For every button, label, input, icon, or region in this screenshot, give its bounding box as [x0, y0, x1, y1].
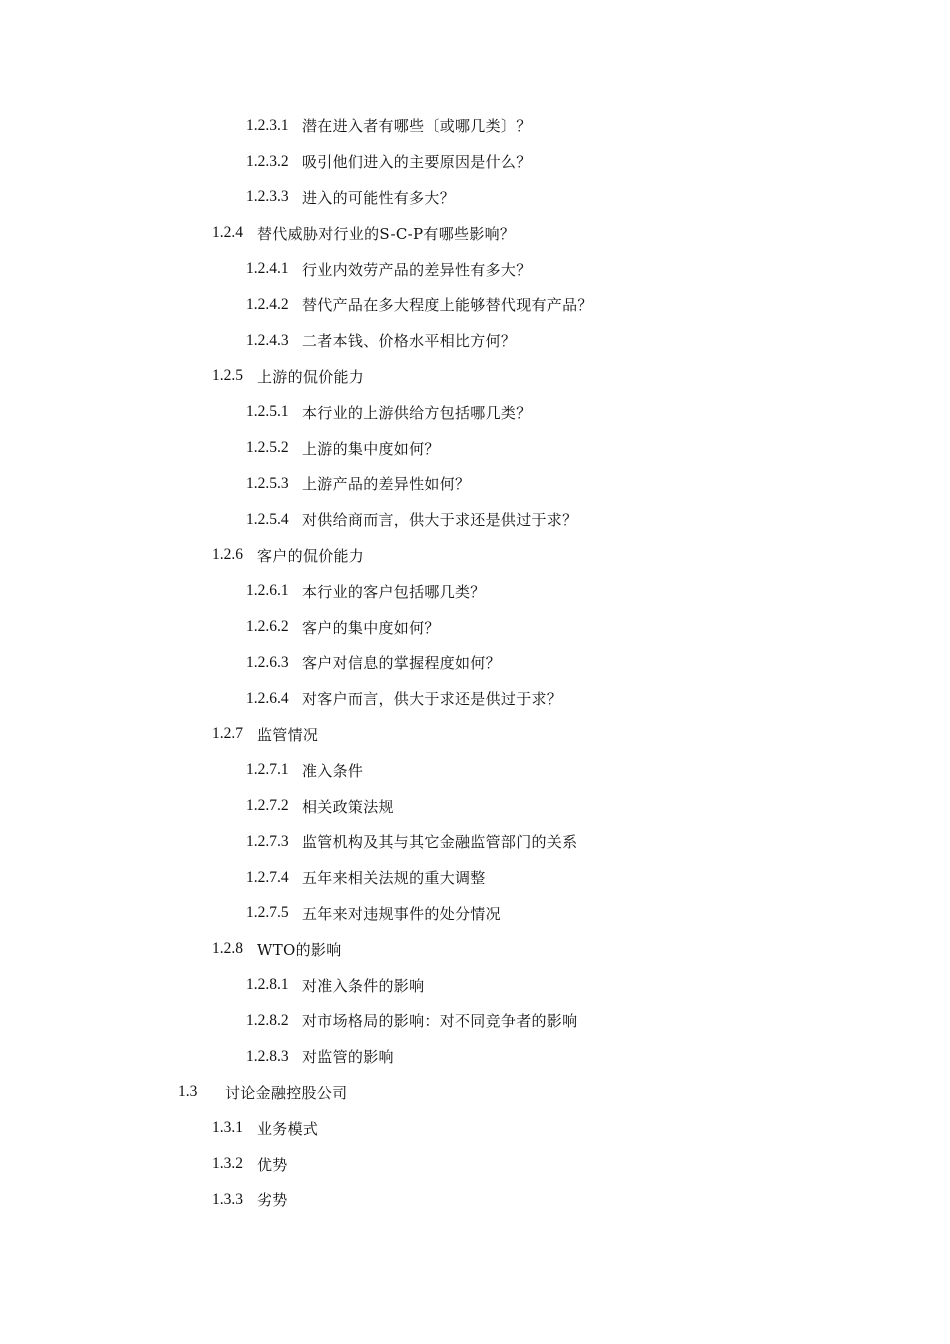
outline-item-number: 1.2.4.2: [246, 295, 289, 313]
outline-item-text: 相关政策法规: [302, 797, 394, 816]
outline-item-text: 吸引他们进入的主要原因是什么？: [302, 153, 532, 172]
outline-item-text: 上游的侃价能力: [257, 367, 365, 386]
outline-item: [0, 430, 950, 466]
outline-item-text: 对准入条件的影响: [302, 976, 425, 995]
outline-item: [0, 108, 950, 144]
outline-item-number: 1.2.4: [212, 224, 243, 242]
outline-item-text: 五年来对违规事件的处分情况: [302, 904, 501, 923]
outline-item-number: 1.2.6.3: [246, 653, 289, 671]
outline-item: [0, 752, 950, 788]
outline-item-text: 对市场格局的影响：对不同竞争者的影响: [302, 1012, 578, 1031]
outline-item-text: 监管机构及其与其它金融监管部门的关系: [302, 833, 578, 852]
outline-item-text: 优势: [257, 1155, 288, 1174]
outline-item-number: 1.2.5.3: [246, 474, 289, 492]
outline-item-text: 本行业的客户包括哪几类？: [302, 582, 486, 601]
outline-item: [0, 1075, 950, 1111]
outline-item-number: 1.2.7.5: [246, 904, 289, 922]
outline-item-text: 五年来相关法规的重大调整: [302, 869, 486, 888]
outline-item-number: 1.3.1: [212, 1119, 243, 1137]
outline-item: [0, 251, 950, 287]
outline-item-text: 监管情况: [257, 725, 319, 744]
outline-item-number: 1.2.3.1: [246, 116, 289, 134]
outline-item-number: 1.2.3.3: [246, 188, 289, 206]
outline-item: [0, 1003, 950, 1039]
outline-item-text: 准入条件: [302, 761, 364, 780]
outline-item-number: 1.2.7.2: [246, 797, 289, 815]
outline-item-number: 1.3.3: [212, 1190, 243, 1208]
outline-item-text: 业务模式: [257, 1119, 319, 1138]
outline-item-number: 1.2.5.1: [246, 403, 289, 421]
outline-item-number: 1.2.6.1: [246, 582, 289, 600]
outline-item-text: 对供给商而言，供大于求还是供过于求？: [302, 511, 578, 530]
outline-item-number: 1.2.4.1: [246, 260, 289, 278]
outline-item: [0, 1039, 950, 1075]
outline-item-number: 1.2.5.2: [246, 439, 289, 457]
outline-item: [0, 287, 950, 323]
outline-item: [0, 502, 950, 538]
outline-item-text: 讨论金融控股公司: [225, 1083, 348, 1102]
outline-item: [0, 1146, 950, 1182]
outline-item: [0, 896, 950, 932]
outline-item: [0, 144, 950, 180]
outline-item: [0, 1182, 950, 1218]
outline-item: [0, 466, 950, 502]
outline-item: [0, 717, 950, 753]
outline-item-number: 1.2.8.3: [246, 1047, 289, 1065]
outline-item: [0, 359, 950, 395]
outline-list: [0, 108, 950, 1218]
outline-item: [0, 573, 950, 609]
outline-item: [0, 645, 950, 681]
outline-item: [0, 323, 950, 359]
outline-item: [0, 681, 950, 717]
outline-item-number: 1.2.6: [212, 546, 243, 564]
outline-item: [0, 967, 950, 1003]
outline-item-text: 客户对信息的掌握程度如何？: [302, 654, 501, 673]
outline-item-text: 对监管的影响: [302, 1048, 394, 1067]
outline-item-number: 1.2.7.4: [246, 868, 289, 886]
outline-item-number: 1.2.7.3: [246, 832, 289, 850]
outline-item-number: 1.3: [178, 1083, 198, 1101]
outline-item: [0, 215, 950, 251]
outline-item: [0, 1110, 950, 1146]
outline-item-number: 1.2.7: [212, 725, 243, 743]
outline-item: [0, 180, 950, 216]
outline-item-text: 行业内效劳产品的差异性有多大？: [302, 260, 532, 279]
outline-item-number: 1.2.8.2: [246, 1011, 289, 1029]
outline-item-number: 1.2.5: [212, 367, 243, 385]
outline-item-number: 1.2.6.4: [246, 689, 289, 707]
outline-item: [0, 788, 950, 824]
outline-item-text: 二者本钱、价格水平相比方何？: [302, 332, 517, 351]
outline-item-text: 劣势: [257, 1191, 288, 1210]
outline-item-text: 进入的可能性有多大？: [302, 188, 456, 207]
outline-item: [0, 931, 950, 967]
outline-item-text: WTO的影响: [257, 940, 342, 959]
outline-item: [0, 609, 950, 645]
outline-item-text: 上游的集中度如何？: [302, 439, 440, 458]
outline-item-number: 1.2.4.3: [246, 331, 289, 349]
outline-item-text: 客户的集中度如何？: [302, 618, 440, 637]
outline-item: [0, 860, 950, 896]
outline-item-number: 1.2.6.2: [246, 618, 289, 636]
outline-item-number: 1.3.2: [212, 1155, 243, 1172]
outline-item: [0, 394, 950, 430]
outline-item-text: 替代产品在多大程度上能够替代现有产品？: [302, 296, 593, 315]
outline-item-number: 1.2.5.4: [246, 510, 289, 528]
outline-item-text: 客户的侃价能力: [257, 546, 365, 565]
outline-item-number: 1.2.3.2: [246, 152, 289, 170]
outline-item: [0, 538, 950, 574]
outline-item-number: 1.2.7.1: [246, 761, 289, 779]
outline-item-text: 对客户而言，供大于求还是供过于求？: [302, 690, 563, 709]
outline-item: [0, 824, 950, 860]
outline-item-number: 1.2.8.1: [246, 976, 289, 994]
outline-item-text: 潜在进入者有哪些〔或哪几类〕？: [302, 117, 532, 136]
outline-item-number: 1.2.8: [212, 940, 243, 958]
outline-item-text: 替代威胁对行业的S-C-P有哪些影响？: [257, 224, 516, 243]
outline-item-text: 上游产品的差异性如何？: [302, 475, 471, 494]
outline-item-text: 本行业的上游供给方包括哪几类？: [302, 403, 532, 422]
